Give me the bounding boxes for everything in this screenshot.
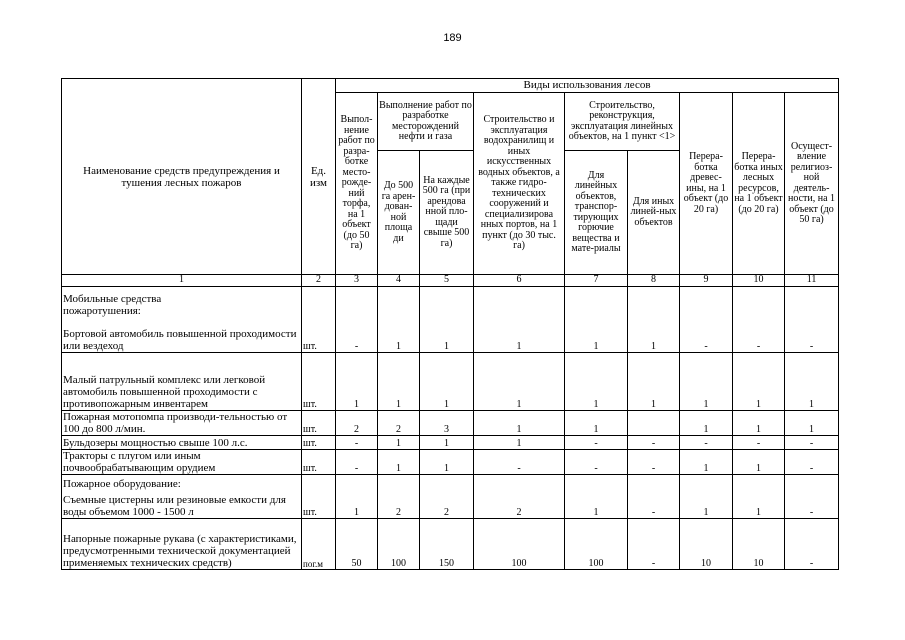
header-col-5: На каждые 500 га (при арендова нной пло-щади свыше 500 га) (420, 151, 474, 275)
cell-value: 10 (733, 519, 785, 570)
cell-value: 1 (420, 353, 474, 411)
cell-value: 2 (336, 411, 378, 436)
cell-value: - (628, 519, 680, 570)
cell-value: 1 (420, 287, 474, 353)
column-number: 3 (336, 275, 378, 287)
column-number-row (62, 275, 839, 287)
cell-value: 100 (378, 519, 420, 570)
cell-value: - (785, 287, 839, 353)
cell-value: 1 (733, 353, 785, 411)
row-name (62, 287, 302, 353)
header-oil-gas-group: Выполнение работ по разработке месторождений нефти и газа (378, 93, 474, 151)
cell-value: 1 (565, 475, 628, 519)
cell-value: - (680, 436, 733, 450)
cell-value: 1 (565, 287, 628, 353)
cell-value: - (336, 450, 378, 475)
cell-value: - (628, 450, 680, 475)
cell-value: 1 (733, 450, 785, 475)
cell-value: 1 (628, 353, 680, 411)
cell-value: 50 (336, 519, 378, 570)
cell-value: 1 (378, 436, 420, 450)
header-unit: Ед. изм (302, 79, 336, 275)
cell-value: - (733, 436, 785, 450)
cell-value: 2 (378, 411, 420, 436)
cell-value: 1 (474, 287, 565, 353)
fire-equipment-table (61, 78, 839, 570)
header-name: Наименование средств предупреждения и тушения лесных пожаров (62, 79, 302, 275)
row-name: Малый патрульный комплекс или легковой автомобиль повышенной проходимости с противопожарным инвентарем (62, 353, 302, 411)
cell-value: - (785, 475, 839, 519)
row-unit: шт. (302, 436, 336, 450)
header-linear-group: Строительство, реконструкция, эксплуатация линейных объектов, на 1 пункт <1> (565, 93, 680, 151)
cell-value: 100 (474, 519, 565, 570)
column-number: 10 (733, 275, 785, 287)
table-row (62, 450, 839, 475)
cell-value: 3 (420, 411, 474, 436)
column-number: 6 (474, 275, 565, 287)
cell-value: - (680, 287, 733, 353)
cell-value: 1 (680, 475, 733, 519)
row-unit: пог.м (302, 519, 336, 570)
cell-value: 10 (680, 519, 733, 570)
row-name-tanks: Съемные цистерны или резиновые емкости для воды объемом 1000 - 1500 л (63, 494, 286, 518)
page-number: 189 (443, 32, 462, 44)
cell-value: 1 (733, 411, 785, 436)
cell-value: - (628, 436, 680, 450)
row-name: Бульдозеры мощностью свыше 100 л.с. (62, 436, 302, 450)
column-number: 8 (628, 275, 680, 287)
column-number: 4 (378, 275, 420, 287)
row-name: Тракторы с плугом или иным почвообрабатывающим орудием (62, 450, 302, 475)
header-col-9: Перера-ботка древес-ины, на 1 объект (до 20 га) (680, 93, 733, 275)
cell-value: - (565, 436, 628, 450)
row-unit: шт. (302, 475, 336, 519)
cell-value: 1 (474, 411, 565, 436)
row-name-vehicle: Бортовой автомобиль повышенной проходимости или вездеход (63, 328, 297, 352)
header-col-7: Для линейных объектов, транспор-тирующих горючие вещества и мате-риалы (565, 151, 628, 275)
cell-value: 1 (336, 475, 378, 519)
header-forest-use-group: Виды использования лесов (336, 79, 839, 93)
cell-value: - (336, 287, 378, 353)
cell-value: - (785, 519, 839, 570)
cell-value: 1 (420, 450, 474, 475)
section-heading-mobile: Мобильные средства пожаротушения: (63, 293, 162, 317)
cell-value: 1 (565, 411, 628, 436)
cell-value: 1 (565, 353, 628, 411)
cell-value: 100 (565, 519, 628, 570)
cell-value: 2 (474, 475, 565, 519)
cell-value: 1 (474, 353, 565, 411)
table-row (62, 411, 839, 436)
table-row (62, 519, 839, 570)
column-number: 2 (302, 275, 336, 287)
row-unit: шт. (302, 411, 336, 436)
cell-value: 1 (628, 287, 680, 353)
cell-value: 2 (378, 475, 420, 519)
cell-value: 1 (680, 353, 733, 411)
table-row (62, 475, 839, 519)
cell-value (628, 411, 680, 436)
cell-value: 1 (420, 436, 474, 450)
table-row (62, 287, 839, 353)
row-unit: шт. (302, 353, 336, 411)
header-col-3: Выпол-нение работ по разра-ботке место-рожде-ний торфа, на 1 объект (до 50 га) (336, 93, 378, 275)
cell-value: - (785, 436, 839, 450)
row-name: Пожарная мотопомпа производи-тельностью от 100 до 800 л/мин. (62, 411, 302, 436)
cell-value: - (628, 475, 680, 519)
column-number: 11 (785, 275, 839, 287)
header-col-4: До 500 га арен-дован-ной площа ди (378, 151, 420, 275)
cell-value: 1 (680, 450, 733, 475)
row-unit: шт. (302, 287, 336, 353)
column-number: 7 (565, 275, 628, 287)
cell-value: 1 (474, 436, 565, 450)
cell-value: - (336, 436, 378, 450)
column-number: 5 (420, 275, 474, 287)
header-col-11: Осущест-вление религиоз-ной деятель-ности, на 1 объект (до 50 га) (785, 93, 839, 275)
cell-value: 1 (336, 353, 378, 411)
cell-value: - (785, 450, 839, 475)
row-name: Напорные пожарные рукава (с характеристиками, предусмотренными технической документацией применяемых технических средств) (62, 519, 302, 570)
cell-value: - (474, 450, 565, 475)
row-unit: шт. (302, 450, 336, 475)
cell-value: 1 (378, 287, 420, 353)
cell-value: 1 (733, 475, 785, 519)
column-number: 9 (680, 275, 733, 287)
cell-value: 1 (785, 353, 839, 411)
cell-value: 1 (680, 411, 733, 436)
table-row (62, 353, 839, 411)
row-name (62, 475, 302, 519)
table-row (62, 436, 839, 450)
cell-value: 2 (420, 475, 474, 519)
header-col-10: Перера-ботка иных лесных ресурсов, на 1 объект (до 20 га) (733, 93, 785, 275)
cell-value: 150 (420, 519, 474, 570)
header-col-8: Для иных линей-ных объектов (628, 151, 680, 275)
cell-value: - (733, 287, 785, 353)
cell-value: 1 (785, 411, 839, 436)
cell-value: 1 (378, 450, 420, 475)
section-heading-equipment: Пожарное оборудование: (63, 478, 181, 490)
header-col-6: Строительство и эксплуатация водохранилищ и иных искусственных водных объектов, а также гидро-технических сооружений и специализирова нных портов, на 1 пункт (до 30 тыс. га) (474, 93, 565, 275)
cell-value: 1 (378, 353, 420, 411)
column-number: 1 (62, 275, 302, 287)
cell-value: - (565, 450, 628, 475)
